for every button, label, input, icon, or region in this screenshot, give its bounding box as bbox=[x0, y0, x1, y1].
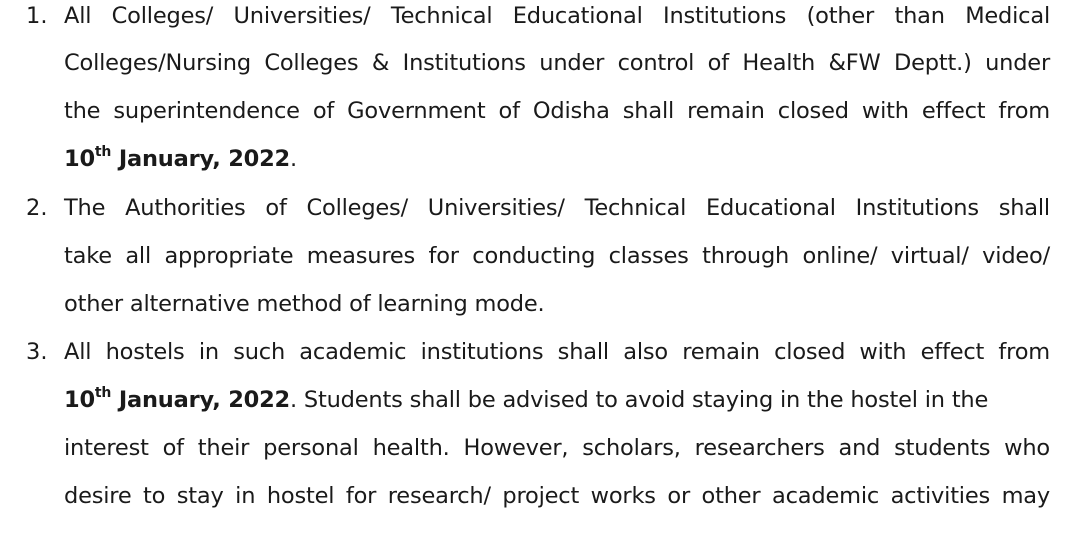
date-trailing: . bbox=[290, 146, 297, 172]
list-item-line: All hostels in such academic institutions shall also remain closed with effect from bbox=[64, 339, 1050, 365]
date-day: 10 bbox=[64, 387, 95, 413]
date-rest: January, 2022 bbox=[111, 387, 291, 413]
date-suffix: th bbox=[94, 384, 112, 401]
list-item-line: the superintendence of Government of Odisha shall remain closed with effect from bbox=[64, 98, 1050, 124]
list-item-line: other alternative method of learning mode. bbox=[64, 291, 545, 317]
list-item-line: interest of their personal health. However, scholars, researchers and students who bbox=[64, 435, 1050, 461]
effective-date-line bbox=[64, 384, 1050, 432]
date-day: 10 bbox=[64, 146, 95, 172]
list-item-line: The Authorities of Colleges/ Universities/ Technical Educational Institutions shall bbox=[64, 195, 1050, 221]
list-item-line: take all appropriate measures for conducting classes through online/ virtual/ video/ bbox=[64, 243, 1050, 269]
list-item-line: All Colleges/ Universities/ Technical Educational Institutions (other than Medical bbox=[64, 3, 1050, 29]
date-trailing: . Students shall be advised to avoid staying in the hostel in the bbox=[290, 387, 989, 413]
effective-date bbox=[64, 143, 1050, 191]
list-number: 3. bbox=[26, 339, 48, 365]
list-item-line: Colleges/Nursing Colleges & Institutions under control of Health &FW Deptt.) under bbox=[64, 50, 1050, 76]
list-item-line: desire to stay in hostel for research/ project works or other academic activities may bbox=[64, 483, 1050, 509]
list-number: 1. bbox=[26, 3, 48, 29]
date-rest: January, 2022 bbox=[111, 146, 291, 172]
list-number: 2. bbox=[26, 195, 48, 221]
date-suffix: th bbox=[94, 143, 112, 160]
